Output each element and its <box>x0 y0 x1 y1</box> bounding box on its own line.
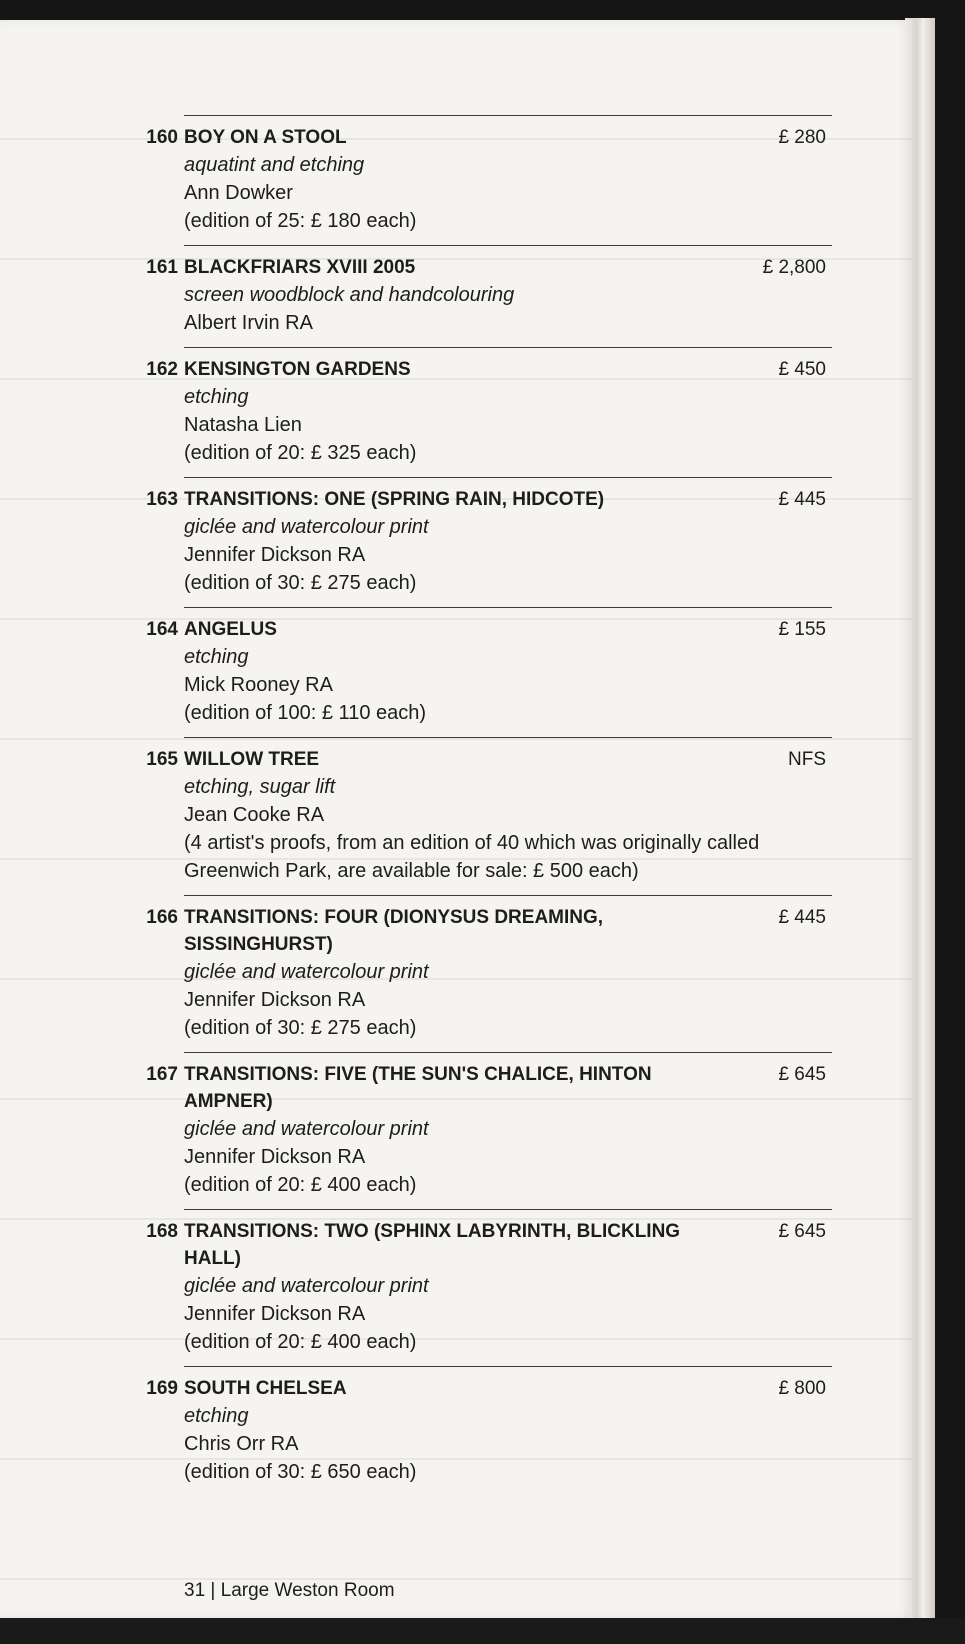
entry-edition: (edition of 20: £ 325 each) <box>184 442 417 464</box>
catalogue-entry <box>146 1052 832 1209</box>
entry-medium: giclée and watercolour print <box>184 516 429 538</box>
catalogue-page <box>0 20 912 1618</box>
entry-artist: Jennifer Dickson RA <box>184 1146 366 1168</box>
catalogue-entry <box>146 245 832 347</box>
entry-number: 168 <box>146 1221 178 1242</box>
entry-medium: etching <box>184 386 249 408</box>
entry-edition: (edition of 25: £ 180 each) <box>184 210 417 232</box>
entry-edition: (edition of 30: £ 275 each) <box>184 1017 417 1039</box>
entry-edition: (edition of 20: £ 400 each) <box>184 1331 417 1353</box>
entry-artist: Natasha Lien <box>184 414 302 436</box>
entry-artist: Jean Cooke RA <box>184 804 325 826</box>
entry-medium: etching, sugar lift <box>184 776 336 798</box>
entry-number: 167 <box>146 1064 178 1085</box>
entry-price: £ 450 <box>778 359 826 380</box>
entry-price: £ 800 <box>778 1378 826 1399</box>
entry-title: TRANSITIONS: FOUR (DIONYSUS DREAMING, SISSINGHURST) <box>184 907 604 955</box>
catalogue-entry <box>146 895 832 1052</box>
entry-artist: Jennifer Dickson RA <box>184 1303 366 1325</box>
catalogue-entry <box>146 1209 832 1366</box>
entry-title: BOY ON A STOOL <box>184 127 347 148</box>
entry-artist: Jennifer Dickson RA <box>184 544 366 566</box>
catalogue-entry <box>146 115 832 245</box>
entry-price: £ 280 <box>778 127 826 148</box>
entry-title: TRANSITIONS: ONE (SPRING RAIN, HIDCOTE) <box>184 489 605 510</box>
entry-title: ANGELUS <box>184 619 277 640</box>
entry-medium: giclée and watercolour print <box>184 961 429 983</box>
entry-artist: Mick Rooney RA <box>184 674 333 696</box>
catalogue-entry <box>146 737 832 895</box>
entry-artist: Ann Dowker <box>184 182 293 204</box>
entry-number: 163 <box>146 489 178 510</box>
entry-medium: giclée and watercolour print <box>184 1118 429 1140</box>
entry-title: WILLOW TREE <box>184 749 320 770</box>
entry-number: 162 <box>146 359 178 380</box>
entry-number: 166 <box>146 907 178 928</box>
entry-edition: (edition of 30: £ 275 each) <box>184 572 417 594</box>
entry-title: SOUTH CHELSEA <box>184 1378 347 1399</box>
entry-number: 165 <box>146 749 178 770</box>
entry-price: £ 645 <box>778 1064 826 1085</box>
entry-price: NFS <box>788 749 826 770</box>
entry-artist: Jennifer Dickson RA <box>184 989 366 1011</box>
scan-border <box>0 1618 965 1644</box>
entry-edition: (edition of 30: £ 650 each) <box>184 1461 417 1483</box>
entry-price: £ 155 <box>778 619 826 640</box>
entry-number: 164 <box>146 619 178 640</box>
entry-number: 160 <box>146 127 178 148</box>
page-footer: 31 | Large Weston Room <box>184 1580 395 1601</box>
entry-medium: aquatint and etching <box>184 154 365 176</box>
entry-title: KENSINGTON GARDENS <box>184 359 411 380</box>
entry-edition: (edition of 20: £ 400 each) <box>184 1174 417 1196</box>
entry-medium: etching <box>184 646 249 668</box>
entry-artist: Albert Irvin RA <box>184 312 313 334</box>
catalogue-entry <box>146 477 832 607</box>
entry-price: £ 645 <box>778 1221 826 1242</box>
catalogue-entry <box>146 347 832 477</box>
entry-price: £ 2,800 <box>762 257 826 278</box>
catalogue-entry <box>146 1366 832 1496</box>
entry-number: 169 <box>146 1378 178 1399</box>
entry-list <box>0 115 912 1496</box>
catalogue-entry <box>146 607 832 737</box>
entry-title: BLACKFRIARS XVIII 2005 <box>184 257 416 278</box>
entry-edition: (4 artist's proofs, from an edition of 40 which was originally called Greenwich Park, are available for sale: £ 500 each) <box>184 832 760 882</box>
entry-number: 161 <box>146 257 178 278</box>
entry-edition: (edition of 100: £ 110 each) <box>184 702 427 724</box>
entry-title: TRANSITIONS: FIVE (THE SUN'S CHALICE, HINTON AMPNER) <box>184 1064 652 1112</box>
entry-medium: screen woodblock and handcolouring <box>184 284 515 306</box>
entry-title: TRANSITIONS: TWO (SPHINX LABYRINTH, BLICKLING HALL) <box>184 1221 681 1269</box>
entry-artist: Chris Orr RA <box>184 1433 299 1455</box>
entry-medium: etching <box>184 1405 249 1427</box>
entry-medium: giclée and watercolour print <box>184 1275 429 1297</box>
entry-price: £ 445 <box>778 907 826 928</box>
entry-price: £ 445 <box>778 489 826 510</box>
